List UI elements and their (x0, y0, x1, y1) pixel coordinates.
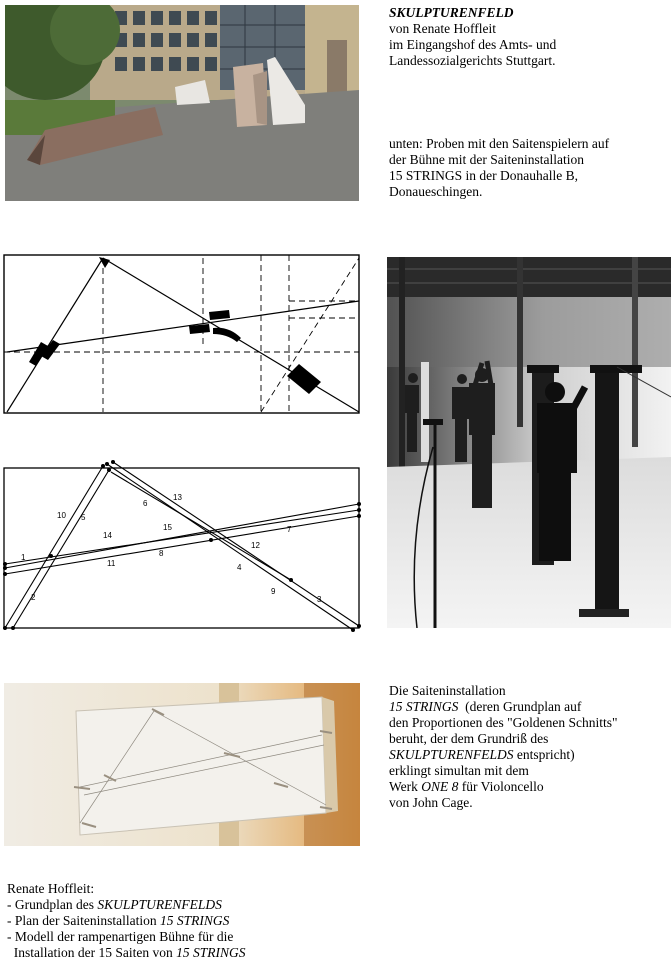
title-line-3: Landessozialgerichts Stuttgart. (389, 53, 556, 68)
installation-line-3: den Proportionen des "Goldenen Schnitts" (389, 715, 618, 730)
installation-line-6: erklingt simultan mit dem (389, 763, 529, 778)
courtyard-photo (5, 5, 359, 201)
title-line-2: im Eingangshof des Amts- und (389, 37, 557, 52)
string-installation-plan (3, 460, 361, 635)
string-label-8: 8 (159, 549, 164, 558)
string-label-5: 5 (81, 513, 86, 522)
string-label-3: 3 (317, 595, 322, 604)
string-label-2: 2 (31, 593, 36, 602)
credits-line-4: - Modell der rampenartigen Bühne für die (7, 929, 234, 944)
installation-line-8: von John Cage. (389, 795, 473, 810)
string-label-10: 10 (57, 511, 66, 520)
string-label-1: 1 (21, 553, 26, 562)
installation-line-2: 15 STRINGS (deren Grundplan auf (389, 699, 582, 714)
sculpture-ground-plan (3, 254, 361, 415)
installation-line-7: Werk ONE 8 für Violoncello (389, 779, 544, 794)
installation-line-1: Die Saiteninstallation (389, 683, 506, 698)
string-label-12: 12 (251, 541, 260, 550)
title-line-1: von Renate Hoffleit (389, 21, 496, 36)
installation-caption (389, 683, 669, 811)
rehearsal-photo (387, 257, 671, 628)
string-label-9: 9 (271, 587, 276, 596)
string-label-14: 14 (103, 531, 112, 540)
credits-line-2: - Grundplan des SKULPTURENFELDS (7, 897, 222, 912)
installation-line-4: beruht, der dem Grundriß des (389, 731, 549, 746)
string-label-4: 4 (237, 563, 242, 572)
rehearsal-line-3: 15 STRINGS in der Donauhalle B, (389, 168, 578, 183)
rehearsal-line-2: der Bühne mit der Saiteninstallation (389, 152, 584, 167)
string-label-7: 7 (287, 525, 292, 534)
credits-caption (7, 881, 367, 961)
string-label-6: 6 (143, 499, 148, 508)
rehearsal-line-4: Donaueschingen. (389, 184, 483, 199)
title: SKULPTURENFELD (389, 5, 514, 20)
rehearsal-line-1: unten: Proben mit den Saitenspielern auf (389, 136, 610, 151)
string-label-15: 15 (163, 523, 172, 532)
credits-line-3: - Plan der Saiteninstallation 15 STRINGS (7, 913, 230, 928)
title-block (389, 5, 669, 69)
rehearsal-caption (389, 136, 669, 200)
string-label-13: 13 (173, 493, 182, 502)
credits-line-1: Renate Hoffleit: (7, 881, 95, 896)
stage-model-photo (4, 683, 360, 846)
string-label-11: 11 (107, 559, 116, 568)
credits-line-5: Installation der 15 Saiten von 15 STRINGS (7, 945, 246, 960)
installation-line-5: SKULPTURENFELDS entspricht) (389, 747, 575, 762)
